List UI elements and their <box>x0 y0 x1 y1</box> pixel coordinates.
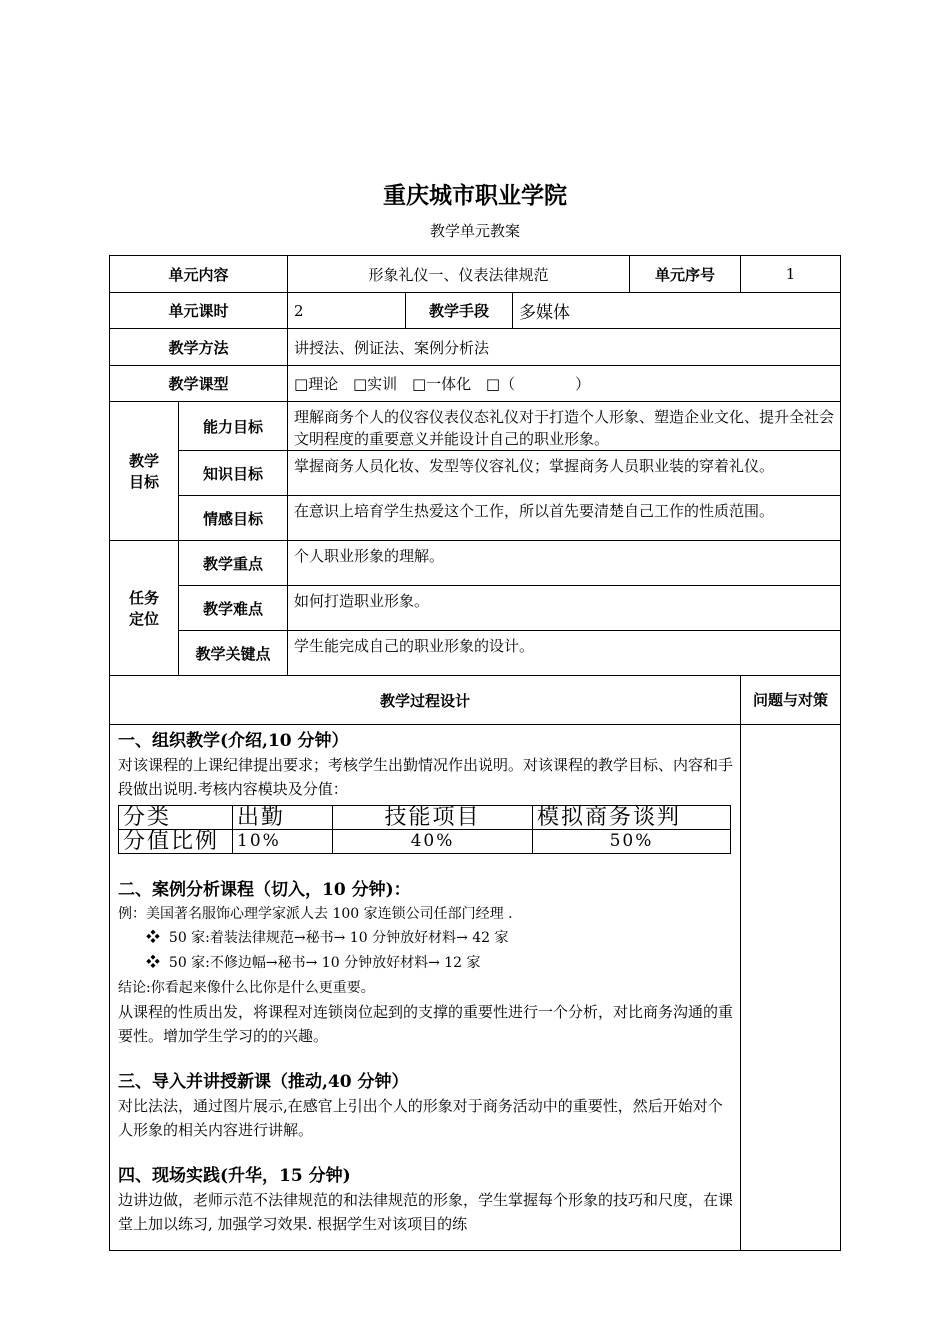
emotion-value: 在意识上培育学生热爱这个工作，所以首先要清楚自己工作的性质范围。 <box>288 496 841 541</box>
hours-label: 单元课时 <box>110 293 288 329</box>
score-row-label: 分值比例 <box>119 830 233 854</box>
type-options <box>288 366 841 402</box>
means-value: 多媒体 <box>513 293 841 329</box>
score-negotiation-value: 50% <box>533 830 731 854</box>
key-point-label: 教学重点 <box>179 541 288 586</box>
type-option-theory[interactable]: □理论 <box>294 375 339 393</box>
section-4-title: 四、现场实践(升华，15 分钟) <box>118 1166 351 1186</box>
knowledge-label: 知识目标 <box>179 451 288 496</box>
knowledge-value: 掌握商务人员化妆、发型等仪容礼仪；掌握商务人员职业装的穿着礼仪。 <box>288 451 841 496</box>
crucial-point-value: 学生能完成自己的职业形象的设计。 <box>288 631 841 676</box>
unit-no-value: 1 <box>741 256 841 293</box>
difficulty-value: 如何打造职业形象。 <box>288 586 841 631</box>
ability-value: 理解商务个人的仪容仪表仪态礼仪对于打造个人形象、塑造企业文化、提升全社会文明程度的重要意义并能设计自己的职业形象。 <box>288 402 841 451</box>
process-content <box>110 725 741 1251</box>
section-1-title: 一、组织教学(介绍,10 分钟） <box>118 731 349 751</box>
section-2-title: 二、案例分析课程（切入，10 分钟)： <box>118 880 411 900</box>
process-header: 教学过程设计 <box>110 676 741 725</box>
type-option-other[interactable]: □（ ） <box>485 375 591 393</box>
means-label: 教学手段 <box>406 293 513 329</box>
crucial-point-label: 教学关键点 <box>179 631 288 676</box>
emotion-label: 情感目标 <box>179 496 288 541</box>
section-2-example: 例：美国著名服饰心理学家派人去 100 家连锁公司任部门经理 . <box>118 906 513 922</box>
section-1-text: 对该课程的上课纪律提出要求；考核学生出勤情况作出说明。对该课程的教学目标、内容和手段做出说明.考核内容模块及分值： <box>118 756 734 798</box>
method-label: 教学方法 <box>110 329 288 366</box>
section-4-text: 边讲边做，老师示范不法律规范的和法律规范的形象，学生掌握每个形象的技巧和尺度，在课堂上加以练习, 加强学习效果. 根据学生对该项目的练 <box>118 1191 734 1233</box>
unit-content-label: 单元内容 <box>110 256 288 293</box>
type-option-integrated[interactable]: □一体化 <box>411 375 472 393</box>
score-header-negotiation: 模拟商务谈判 <box>533 806 731 830</box>
task-label: 任务定位 <box>110 541 179 676</box>
type-option-practice[interactable]: □实训 <box>352 375 398 393</box>
page-title: 重庆城市职业学院 <box>383 182 567 209</box>
unit-content-value: 形象礼仪一、仪表法律规范 <box>288 256 630 293</box>
diamond-bullet-icon: ❖ <box>146 930 169 946</box>
diamond-bullet-icon: ❖ <box>146 955 169 971</box>
goals-label: 教学目标 <box>110 402 179 541</box>
method-value: 讲授法、例证法、案例分析法 <box>288 329 841 366</box>
ability-label: 能力目标 <box>179 402 288 451</box>
type-label: 教学课型 <box>110 366 288 402</box>
section-3-text: 对比法法，通过图片展示,在感官上引出个人的形象对于商务活动中的重要性，然后开始对个人形象的相关内容进行讲解。 <box>118 1097 723 1139</box>
score-header-attendance: 出勤 <box>233 806 333 830</box>
section-2-text: 从课程的性质出发，将课程对连锁岗位起到的支撑的重要性进行一个分析，对比商务沟通的重要性。增加学生学习的的兴趣。 <box>118 1003 734 1045</box>
score-skill-value: 40% <box>333 830 533 854</box>
section-2-conclusion: 结论:你看起来像什么比你是什么更重要。 <box>118 980 375 996</box>
strategy-cell <box>741 725 841 1251</box>
score-header-skill: 技能项目 <box>333 806 533 830</box>
score-attendance-value: 10% <box>233 830 333 854</box>
key-point-value: 个人职业形象的理解。 <box>288 541 841 586</box>
score-table <box>118 805 731 854</box>
difficulty-label: 教学难点 <box>179 586 288 631</box>
unit-no-label: 单元序号 <box>630 256 741 293</box>
hours-value: 2 <box>288 293 406 329</box>
strategy-header: 问题与对策 <box>741 676 841 725</box>
section-2-bullet-1: ❖ 50 家:着装法律规范→秘书→ 10 分钟放好材料→ 42 家 <box>146 930 509 946</box>
lesson-plan-table <box>109 255 841 1251</box>
section-2-bullet-2: ❖ 50 家:不修边幅→秘书→ 10 分钟放好材料→ 12 家 <box>146 955 481 971</box>
section-3-title: 三、导入并讲授新课（推动,40 分钟） <box>118 1072 409 1092</box>
score-header-category: 分类 <box>119 806 233 830</box>
page-subtitle: 教学单元教案 <box>429 222 520 240</box>
